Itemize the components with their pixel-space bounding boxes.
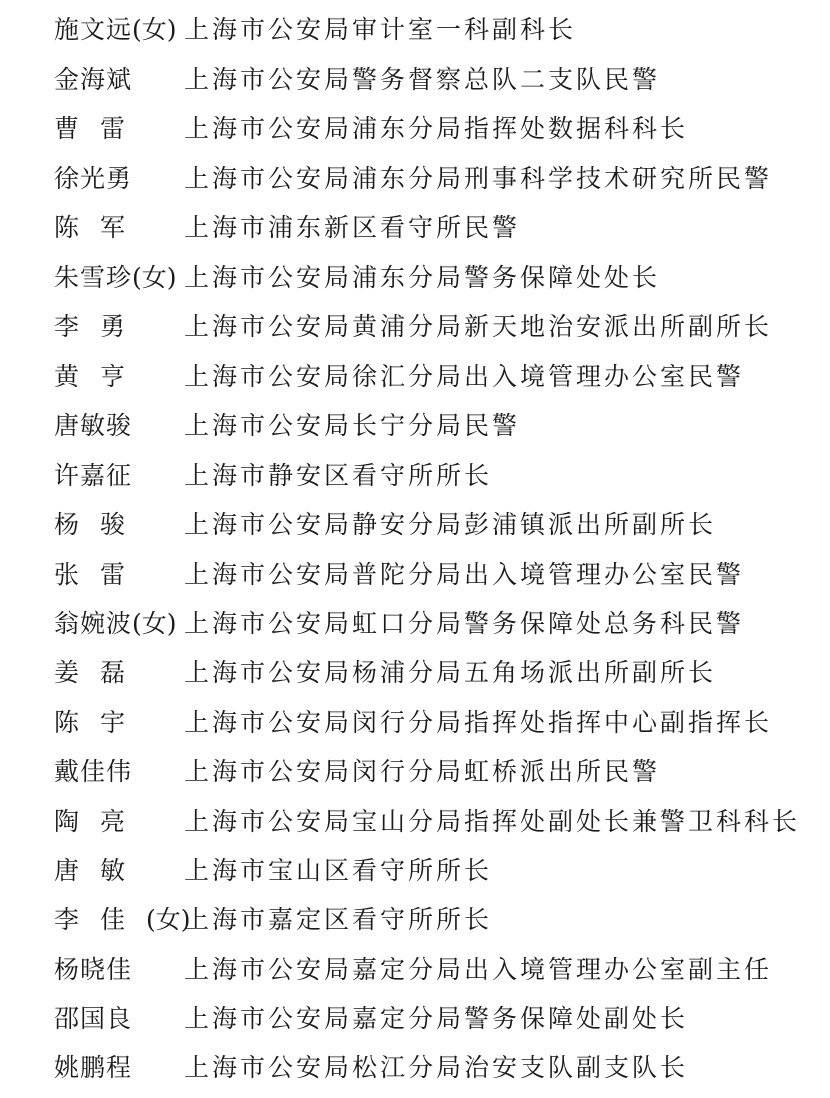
list-item (0, 456, 830, 496)
person-name: 许嘉征 (54, 461, 133, 490)
person-name: 陶亮 (54, 807, 147, 836)
list-item (0, 406, 830, 446)
person-name: 黄亨 (54, 362, 147, 391)
job-title: 上海市公安局虹口分局警务保障处总务科民警 (184, 609, 745, 638)
job-title: 上海市公安局静安分局彭浦镇派出所副所长 (184, 510, 717, 539)
job-title: 上海市公安局宝山分局指挥处副处长兼警卫科科长 (184, 807, 801, 836)
person-name: 翁婉波 (54, 609, 133, 638)
list-item (0, 802, 830, 842)
job-title: 上海市公安局浦东分局刑事科学技术研究所民警 (184, 164, 773, 193)
person-name: 陈军 (54, 213, 147, 242)
job-title: 上海市静安区看守所所长 (184, 461, 493, 490)
job-title: 上海市公安局松江分局治安支队副支队长 (184, 1053, 689, 1082)
list-item (0, 60, 830, 100)
list-item (0, 851, 830, 891)
person-name: 金海斌 (54, 65, 133, 94)
job-title: 上海市公安局嘉定分局警务保障处副处长 (184, 1004, 689, 1033)
person-name: 姜磊 (54, 658, 147, 687)
job-title: 上海市公安局浦东分局指挥处数据科科长 (184, 114, 689, 143)
list-item (0, 752, 830, 792)
list-item (0, 555, 830, 595)
job-title: 上海市公安局审计室一科副科长 (184, 15, 577, 44)
person-name: 朱雪珍 (54, 263, 133, 292)
person-name: 杨骏 (54, 510, 147, 539)
list-item (0, 159, 830, 199)
person-name: 李佳 (54, 905, 147, 934)
person-name: 唐敏骏 (54, 411, 133, 440)
person-name: 戴佳伟 (54, 757, 133, 786)
job-title: 上海市嘉定区看守所所长 (184, 905, 493, 934)
list-item (0, 505, 830, 545)
person-name: 姚鹏程 (54, 1053, 133, 1082)
gender-note: (女) (132, 609, 177, 638)
person-name: 杨晓佳 (54, 955, 133, 984)
person-name: 李勇 (54, 312, 147, 341)
list-item (0, 999, 830, 1039)
list-item (0, 208, 830, 248)
list-item (0, 258, 830, 298)
job-title: 上海市公安局浦东分局警务保障处处长 (184, 263, 661, 292)
person-name: 邵国良 (54, 1004, 133, 1033)
list-item (0, 307, 830, 347)
list-item (0, 1048, 830, 1088)
person-name: 施文远 (54, 15, 133, 44)
job-title: 上海市公安局嘉定分局出入境管理办公室副主任 (184, 955, 773, 984)
list-item (0, 10, 830, 50)
person-name: 唐敏 (54, 856, 147, 885)
job-title: 上海市公安局黄浦分局新天地治安派出所副所长 (184, 312, 773, 341)
list-item (0, 357, 830, 397)
job-title: 上海市公安局长宁分局民警 (184, 411, 521, 440)
list-item (0, 653, 830, 693)
job-title: 上海市公安局普陀分局出入境管理办公室民警 (184, 560, 745, 589)
person-name: 徐光勇 (54, 164, 133, 193)
list-item (0, 900, 830, 940)
list-item (0, 703, 830, 743)
list-item (0, 950, 830, 990)
gender-note: (女) (132, 15, 177, 44)
gender-note: (女) (132, 263, 177, 292)
job-title: 上海市公安局警务督察总队二支队民警 (184, 65, 661, 94)
gender-note: (女) (146, 905, 191, 934)
job-title: 上海市公安局杨浦分局五角场派出所副所长 (184, 658, 717, 687)
job-title: 上海市公安局闵行分局虹桥派出所民警 (184, 757, 661, 786)
person-name: 曹雷 (54, 114, 147, 143)
job-title: 上海市浦东新区看守所民警 (184, 213, 521, 242)
job-title: 上海市公安局徐汇分局出入境管理办公室民警 (184, 362, 745, 391)
list-item (0, 604, 830, 644)
person-name: 陈宇 (54, 708, 147, 737)
job-title: 上海市宝山区看守所所长 (184, 856, 493, 885)
person-name: 张雷 (54, 560, 147, 589)
job-title: 上海市公安局闵行分局指挥处指挥中心副指挥长 (184, 708, 773, 737)
list-item (0, 109, 830, 149)
